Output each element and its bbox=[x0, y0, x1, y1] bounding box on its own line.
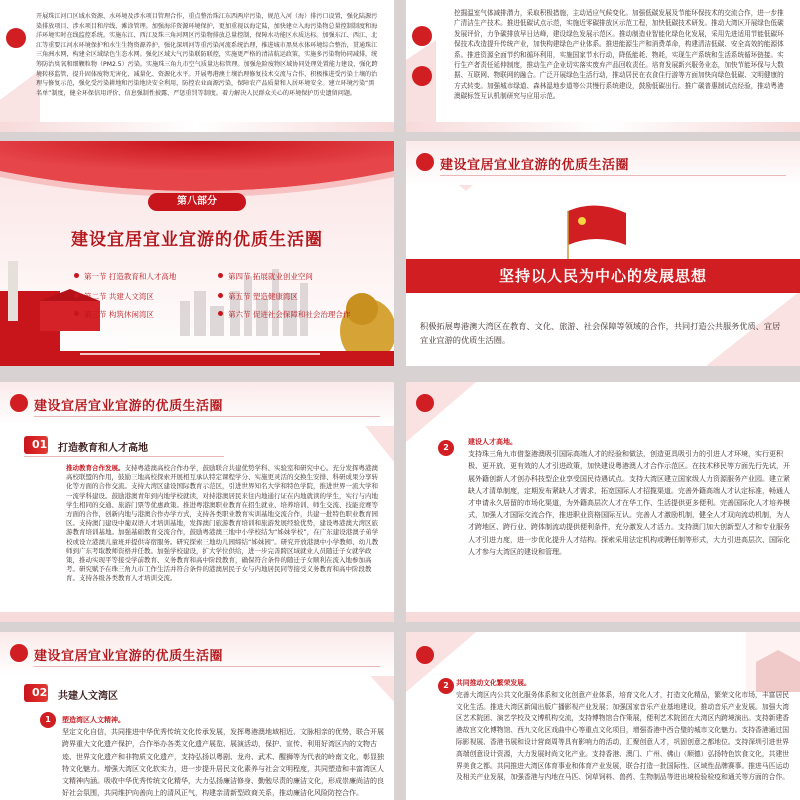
slide-body-text: 积极拓展粤港澳大湾区在教育、文化、旅游、社会保障等领域的合作，共同打造公共服务优质、宜居宜业宜游的优质生活圈。 bbox=[420, 321, 781, 345]
section-underline bbox=[24, 456, 224, 457]
slide-footer-band bbox=[406, 122, 800, 132]
lead-phrase: 建设人才高地。 bbox=[468, 438, 517, 446]
slide-environment-2 bbox=[406, 0, 800, 132]
item-number-badge: 2 bbox=[438, 440, 454, 456]
item-number-badge: 2 bbox=[438, 678, 454, 694]
part-label: 第八部分 bbox=[148, 193, 246, 211]
section-number: 02 bbox=[32, 686, 48, 699]
slide-environment-1 bbox=[0, 0, 394, 132]
section-label: 共建人文湾区 bbox=[58, 691, 118, 702]
party-emblem-icon bbox=[416, 646, 434, 664]
party-emblem-icon bbox=[6, 28, 26, 48]
banner-title: 坚持以人民为中心的发展思想 bbox=[498, 267, 707, 285]
slide-body bbox=[66, 464, 384, 610]
party-emblem-icon bbox=[10, 394, 28, 412]
slide-body bbox=[62, 714, 384, 800]
bullet-icon bbox=[218, 273, 223, 278]
body-text: 支持粤港澳高校合作办学，鼓励联合共建优势学科、实验室和研究中心。充分发挥粤港澳高校联盟的作用，鼓励三地高校探索开展相互承认特定课程学分、实施更灵活的交换生安排、科研成果分享转化等方面的合作交流。支持大湾区建设国际教育示范区，引进世界知名大学和特色学院，推进世界一流大学和一流学科建设。鼓励港澳青年到内地学校就读，对持港澳居民来往内地通行证在内地就读的学生，实行与内地学生相同的交通、旅游门票等优惠政策。推进粤港澳职业教育在招生就业、培养培训、师生交流、技能竞赛等方面的合作，创新内地与港澳合作办学方式，支持各类职业教育实训基地交流合作，共建一批特色职业教育园区。支持澳门建设中葡双语人才培训基地，发挥澳门旅游教育培训和旅游发展经验优势，建设粤港澳大湾区旅游教育培训基地。加强基础教育交流合作，鼓励粤港澳三地中小学校结为“姊妹学校”，在广东建设港澳子弟学校或设立港澳儿童班并提供寄宿服务。研究探索三地幼儿园缔结“姊妹园”。研究开放港澳中小学教师、幼儿教师到广东考取教师资格并任教。加强学校建设，扩大学位供给，进一步完善跨区域就业人员随迁子女就学政策，推动实现平等接受学前教育、义务教育和高中阶段教育，确保符合条件的随迁子女顺利在流入地参加高考。研究赋予在珠三角九市工作生活并符合条件的港澳居民子女与内地居民同等接受义务教育和高中阶段教育。支持各级各类教育人才培训交流。 bbox=[66, 464, 379, 583]
slide-header bbox=[0, 632, 394, 676]
slide-header-title: 建设宜居宜业宜游的优质生活圈 bbox=[34, 399, 224, 414]
bullet-icon bbox=[74, 273, 79, 278]
bullet-icon bbox=[218, 293, 223, 298]
body-text: 坚定文化自信，共同推进中华优秀传统文化传承发展，发挥粤港澳地域相近、文脉相亲的优势，联合开展跨界重大文化遗产保护，合作举办各类文化遗产展览、展演活动，保护、宣传、利用好湾区内的文物古迹、世界文化遗产和非物质文化遗产，支持弘扬以粤剧、龙舟、武术、醒狮等为代表的岭南文化，彰显独特文化魅力。增强大湾区文化软实力，进一步提升居民文化素养与社会文明程度，共同塑造和丰富湾区人文精神内涵。吸收中华优秀传统文化精华，大力弘扬廉洁修身、勤勉尽责的廉洁文化，形成崇廉尚洁的良好社会氛围，共同维护向善向上的清风正气，构建亲清新型政商关系，推动廉洁化风险防控合作。 bbox=[62, 728, 384, 798]
slide-body-text: 挖掘温室气体减排潜力，采取积极措施，主动适应气候变化。加强低碳发展及节能环保技术的交流合作，进一步推广清洁生产技术。推进低碳试点示范，实施近零碳排放区示范工程，加快低碳技术研发。推动大湾区开展绿色低碳发展评价，力争碳排放早日达峰，建设绿色发展示范区。推动制造业智能化绿色化发展，采用先进适用节能低碳环保技术改造提升传统产业，加快构建绿色产业体系。推进能源生产和消费革命，构建清洁低碳、安全高效的能源体系。推进资源全面节约和循环利用，实施国家节水行动，降低能耗、物耗，实现生产系统和生活系统循环链接。实行生产者责任延伸制度，推动生产企业切实落实废弃产品回收责任。培育发展新兴服务业态，加快节能环保与大数据、互联网、物联网的融合。广泛开展绿色生活行动，推动居民在衣食住行游等方面加快向绿色低碳、文明健康的方式转变。加强城市绿道、森林湿地步道等公共慢行系统建设，鼓励低碳出行。推广碳普惠制试点经验，推动粤港澳碳标签互认机制研究与应用示范。 bbox=[454, 9, 784, 101]
slide-body bbox=[456, 678, 792, 800]
bullet-icon bbox=[218, 311, 223, 316]
slide-footer-band bbox=[0, 122, 394, 132]
slide-header-title: 建设宜居宜业宜游的优质生活圈 bbox=[440, 158, 630, 173]
section-tag bbox=[24, 684, 118, 702]
slide-culture-1 bbox=[0, 632, 394, 800]
lead-phrase: 推动教育合作发展。 bbox=[66, 464, 125, 472]
toc-item[interactable]: 第四节 拓展就业创业空间 bbox=[228, 272, 313, 281]
slide-culture-2 bbox=[406, 632, 800, 800]
party-emblem-icon bbox=[412, 26, 432, 46]
slide-section-title bbox=[0, 141, 394, 366]
slide-education bbox=[0, 382, 394, 622]
header-divider bbox=[34, 416, 380, 417]
section-tag bbox=[24, 436, 148, 454]
slide-header-title: 建设宜居宜业宜游的优质生活圈 bbox=[34, 649, 224, 664]
bullet-icon bbox=[74, 293, 79, 298]
party-emblem-icon bbox=[416, 153, 434, 171]
header-divider bbox=[34, 666, 380, 667]
party-emblem-icon bbox=[416, 394, 434, 412]
banner bbox=[406, 259, 800, 293]
toc-item[interactable]: 第三节 构筑休闲湾区 bbox=[84, 310, 154, 319]
body-text: 完善大湾区内公共文化服务体系和文化创意产业体系，培育文化人才，打造文化精品，繁荣文化市场，丰富居民文化生活。推进大湾区新闻出版广播影视产业发展；加强国家音乐产业基地建设，推动音乐产业发展。加强大湾区艺术院团、演艺学校及文博机构交流，支持博物馆合作策展，便利艺术院团在大湾区内跨境演出。支持新建香港故宫文化博物馆、西九文化区戏曲中心等重点文化项目，增强香港中西合璧的城市文化魅力。支持香港通过国际影视展、香港书展和设计营商周等具有影响力的活动，汇聚创意人才，巩固创意之都地位。支持深圳引进世界高端创意设计资源，大力发展时尚文化产业。支持香港、澳门、广州、佛山（顺德）弘扬特色饮食文化，共建世界美食之都。共同推进大湾区体育事业和体育产业发展，联合打造一批国际性、区域性品牌赛事。推进马匹运动及相关产业发展，加强香港与内地在马匹、饲草饲料、兽药、生物制品等进出境检验检疫和通关等方面的合作。 bbox=[456, 690, 790, 782]
party-emblem-icon bbox=[412, 66, 432, 86]
section-number: 01 bbox=[32, 438, 48, 451]
body-text: 支持珠三角九市借鉴港澳吸引国际高端人才的经验和做法，创造更具吸引力的引进人才环境，实行更积极、更开放、更有效的人才引进政策，加快建设粤港澳人才合作示范区。在技术移民等方面先行先试，开展外籍创新人才创办科技型企业享受国民待遇试点。支持大湾区建立国家级人力资源服务产业园。建立紧缺人才清单制度，定期发布紧缺人才需求，拓宽国际人才招揽渠道。完善外籍高端人才认定标准，畅通人才申请永久居留的市场化渠道，为外籍高层次人才在华工作、生活提供更多便利。完善国际化人才培养模式，加强人才国际交流合作，推进职业资格国际互认。完善人才激励机制，健全人才双向流动机制，为人才跨地区、跨行业、跨体制流动提供便利条件，充分激发人才活力。支持澳门加大创新型人才和专业服务人才引进力度，进一步优化提升人才结构。探索采用法定机构或聘任制等形式，大力引进高层次、国际化人才参与大湾区的建设和管理。 bbox=[468, 450, 790, 556]
lead-phrase: 共同推动文化繁荣发展。 bbox=[456, 679, 531, 687]
toc-item[interactable]: 第五节 塑造健康湾区 bbox=[228, 292, 298, 301]
slide-header bbox=[0, 382, 394, 426]
slide-body bbox=[468, 436, 790, 606]
slide-body-text: 开展珠江河口区域水资源、水环境及涉水项目管理合作，重点整治珠江东西两岸污染，规范入河（海）排污口设置，强化陆源污染排放项目、涉水项目和岸线、滩涂管理。加强海洋资源环境保护，更加重视以海定陆，加快建立入海污染物总量控制制度和海洋环境实时在线监控系统。实施东江、西江及珠三角河网区污染物排放总量控制，保障水功能区水质达标。加强东江、西江、北江等重要江河水环境保护和水生生物资源养护，强化深圳河等重污染河流系统治理，推进城市黑臭水体环境综合整治，贯通珠江三角洲水网，构建全区域绿色生态水网。强化区域大气污染联防联控，实施更严格的清洁航运政策，实施多污染物协同减排，统筹防治臭氧和细颗粒物（PM2.5）污染。实施珠三角九市空气质量达标管理。加强危险废物区域协同处理处置能力建设，强化跨境转移监管，提升固体废物无害化、减量化、资源化水平。开展粤港澳土壤治理修复技术交流与合作，积极推进受污染土壤的治理与修复示范，强化受污染耕地和污染地块安全利用，防控农业面源污染，保障农产品质量和人居环境安全。建立环境污染“黑名单”制度，健全环保信用评价、信息强制性披露、严惩重罚等制度。着力解决人民群众关心的环境保护历史遗留问题。 bbox=[36, 13, 378, 97]
lead-phrase: 塑造湾区人文精神。 bbox=[62, 716, 125, 724]
toc-item[interactable]: 第一节 打造教育和人才高地 bbox=[84, 272, 177, 281]
section-title: 建设宜居宜业宜游的优质生活圈 bbox=[71, 230, 323, 250]
section-label: 打造教育和人才高地 bbox=[58, 443, 148, 454]
toc-item[interactable]: 第二节 共建人文湾区 bbox=[84, 292, 154, 301]
slide-background bbox=[0, 141, 394, 366]
header-divider bbox=[440, 175, 786, 176]
slide-talent bbox=[406, 382, 800, 622]
bullet-icon bbox=[74, 311, 79, 316]
item-number-badge: 1 bbox=[40, 712, 56, 728]
toc-item[interactable]: 第六节 促进社会保障和社会治理合作 bbox=[228, 310, 351, 319]
slide-header bbox=[406, 141, 800, 185]
party-emblem-icon bbox=[10, 644, 28, 662]
slide-people-centered bbox=[406, 141, 800, 366]
